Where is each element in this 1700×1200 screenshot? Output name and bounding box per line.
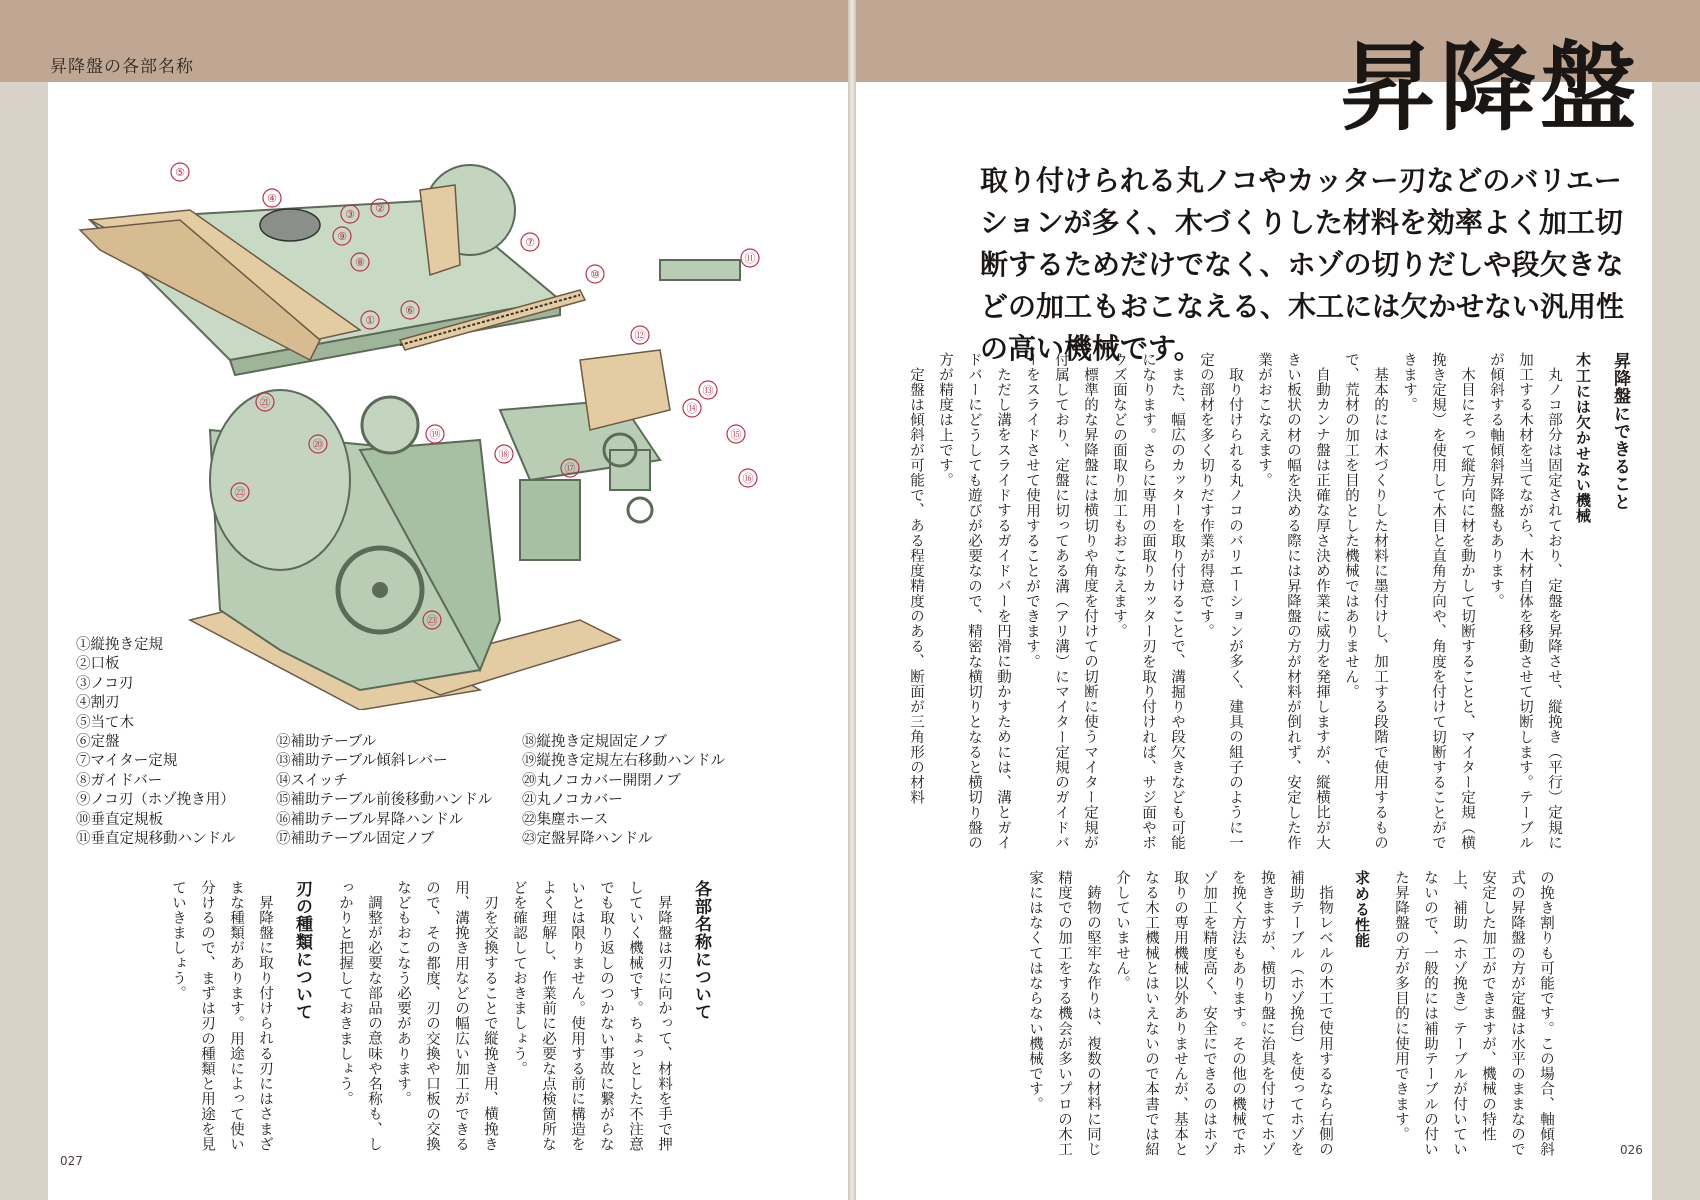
- body-paragraph: 基本的には木づくりした材料に墨付けし、加工する段階で使用するもので、荒材の加工を目的とした機械ではありません。: [1343, 352, 1388, 850]
- part-item: ⑫補助テーブル: [276, 734, 377, 750]
- part-item: ②口板: [76, 656, 120, 673]
- body-paragraph: 昇降盤は刃に向かって、材料を手で押していく機械です。ちょっとした不注意でも取り返しのつかない事故に繋がらないとは限りません。使用する前に構造をよく理解し、作業前に必要な点検箇所などを確認しておきましょう。: [511, 880, 672, 1152]
- part-item: ㉑丸ノコカバー: [522, 792, 623, 809]
- part-item: ⑮補助テーブル前後移動ハンドル: [276, 792, 493, 809]
- page-title: 昇降盤: [1340, 32, 1640, 144]
- heading-blade-types: 刃の種類について: [292, 880, 312, 1021]
- part-item: ⑯補助テーブル昇降ハンドル: [276, 811, 464, 828]
- part-item: ⑲縦挽き定規左右移動ハンドル: [522, 753, 725, 770]
- callout-10: ⑩: [590, 268, 600, 281]
- part-item: ⑬補助テーブル傾斜レバー: [276, 753, 448, 770]
- lead-paragraph: 取り付けられる丸ノコやカッター刃などのバリエーションが多く、木づくりした材料を効率よく加工切断するためだけでなく、ホゾの切りだしや段欠きなどの加工もおこなえる、木工には欠かせない汎用性の高い機械です。: [980, 164, 1625, 365]
- part-item: ㉓定盤昇降ハンドル: [522, 831, 653, 848]
- callout-13: ⑬: [702, 384, 714, 397]
- callout-8: ⑧: [355, 256, 365, 269]
- body-paragraph: 昇降盤に取り付けられる刃にはさまざまな種類があります。用途によって使い分けるので、まずは刃の種類と用途を見ていきましょう。: [170, 880, 273, 1152]
- parts-column-1: [76, 636, 236, 849]
- section-label: 昇降盤の各部名称: [50, 57, 194, 77]
- callout-19: ⑲: [429, 428, 441, 441]
- part-item: ③ノコ刃: [76, 675, 134, 692]
- parts-column-2: [276, 733, 492, 849]
- part-item: ⑤当て木: [76, 714, 134, 731]
- callout-21: ㉑: [259, 396, 271, 409]
- callout-4: ④: [267, 192, 277, 205]
- book-gutter: [848, 0, 856, 1200]
- body-paragraph: 自動カンナ盤は正確な厚さ決め作業に威力を発揮しますが、縦横比が大きい板状の材の幅を決める際には昇降盤の方が材料が倒れず、安定した作業がおこなえます。: [1256, 352, 1330, 851]
- parts-column-3: [522, 733, 725, 849]
- part-item: ㉒集塵ホース: [522, 811, 609, 828]
- part-item: ①縦挽き定規: [76, 637, 163, 653]
- part-item: ⑪垂直定規移動ハンドル: [76, 831, 236, 848]
- body-paragraph: 丸ノコ部分は固定されており、定盤を昇降させ、縦挽き（平行）定規に加工する木材を当てながら、木材自体を移動させて切断します。テーブルが傾斜する軸傾斜昇降盤もあります。: [1488, 352, 1562, 851]
- body-paragraph: 標準的な昇降盤には横切りや角度を付けての切断に使うマイター定規が付属しており、定盤に切ってある溝（アリ溝）にマイター定規のガイドバーをスライドさせて使用することができます。: [1024, 352, 1098, 851]
- part-item: ⑭スイッチ: [276, 772, 348, 789]
- callout-3: ③: [345, 208, 355, 221]
- left-body-text: [45, 880, 715, 1160]
- callout-6: ⑥: [405, 304, 415, 317]
- body-paragraph: 調整が必要な部品の意味や名称も、しっかりと把握しておきましょう。: [337, 880, 382, 1152]
- body-paragraph: 取り付けられる丸ノコのバリエーションが多く、建具の組子のように一定の部材を多く切りだす作業が得意です。: [1198, 352, 1243, 850]
- part-item: ⑳丸ノコカバー開閉ノブ: [522, 772, 681, 789]
- part-item: ⑱縦挽き定規固定ノブ: [522, 734, 667, 750]
- callout-22: ㉒: [234, 486, 246, 499]
- callout-17: ⑰: [564, 462, 576, 475]
- part-item: ⑥定盤: [76, 734, 120, 751]
- body-paragraph: 鋳物の堅牢な作りは、複数の材料に同じ精度での加工をする機会が多いプロの木工家にはなくてはならない機械です。: [1027, 870, 1101, 1157]
- body-paragraph: 定盤は傾斜が可能で、ある程度精度のある、断面が三角形の材料: [908, 366, 924, 805]
- callout-15: ⑮: [730, 428, 742, 441]
- page-number-right: 026: [1620, 1143, 1643, 1157]
- parts-list: [76, 636, 776, 856]
- part-item: ⑩垂直定規板: [76, 811, 163, 828]
- part-item: ⑦マイター定規: [76, 753, 178, 770]
- body-paragraph: また、幅広のカッターを取り付けることで、溝掘りや段欠きなども可能になります。さらに専用の面取りカッター刃を取り付ければ、サジ面やボウズ面などの面取り加工もおこなえます。: [1111, 352, 1185, 851]
- callout-2: ②: [375, 202, 385, 215]
- callout-16: ⑯: [742, 472, 754, 485]
- right-lower-text: [940, 870, 1560, 1170]
- part-item: ⑨ノコ刃（ホゾ挽き用）: [76, 792, 235, 809]
- callout-12: ⑫: [634, 329, 646, 342]
- part-item: ④割刃: [76, 695, 120, 712]
- callout-11: ⑪: [744, 252, 756, 265]
- part-item: ⑰補助テーブル固定ノブ: [276, 831, 435, 848]
- heading-required-performance: 求める性能: [1353, 870, 1371, 948]
- body-paragraph: 刃を交換することで縦挽き用、横挽き用、溝挽き用などの幅広い加工ができるので、その都度、刃の交換や口板の交換などもおこなう必要があります。: [395, 880, 498, 1152]
- part-item: ⑧ガイドバー: [76, 772, 163, 789]
- body-paragraph: ただし溝をスライドするガイドバーを円滑に動かすためには、溝とガイドバーにどうしても遊びが必要なので、精密な横切りとなると横切り盤の方が精度は上です。: [937, 352, 1011, 851]
- table-saw-illustration: [60, 150, 790, 710]
- heading-what-it-can-do: 昇降盤にできること: [1610, 352, 1630, 511]
- page-number-left: 027: [60, 1154, 83, 1168]
- callout-7: ⑦: [525, 236, 535, 249]
- callout-23: ㉓: [426, 614, 438, 627]
- callout-5: ⑤: [175, 166, 185, 179]
- callout-9: ⑨: [337, 230, 347, 243]
- body-paragraph: の挽き割りも可能です。この場合、軸傾斜式の昇降盤の方が定盤は水平のままなので安定した加工ができますが、機械の特性上、補助（ホゾ挽き）テーブルが付いていないので、一般的には補助テーブルの付いた昇降盤の方が多目的に使用できます。: [1393, 870, 1554, 1157]
- right-upper-text: [908, 352, 1634, 852]
- callout-1: ①: [365, 314, 375, 327]
- body-paragraph: 木目にそって縦方向に材を動かして切断することと、マイター定規（横挽き定規）を使用して木目と直角方向や、角度を付けて切断することができます。: [1401, 352, 1475, 851]
- body-paragraph: 指物レベルの木工で使用するなら右側の補助テーブル（ホゾ挽台）を使ってホゾを挽きますが、横切り盤に治具を付けてホゾを挽く方法もあります。その他の機械でホゾ加工を精度高く、安全にできるのはホゾ取りの専用機械以外ありませんが、基本となる木工機械とはいえないので本書では紹介していません。: [1114, 870, 1333, 1157]
- subheading-essential-machine: 木工には欠かせない機械: [1574, 352, 1592, 524]
- callout-18: ⑱: [498, 448, 510, 461]
- callout-14: ⑭: [686, 402, 698, 415]
- heading-parts-names: 各部名称について: [691, 880, 711, 1021]
- callout-20: ⑳: [312, 438, 324, 451]
